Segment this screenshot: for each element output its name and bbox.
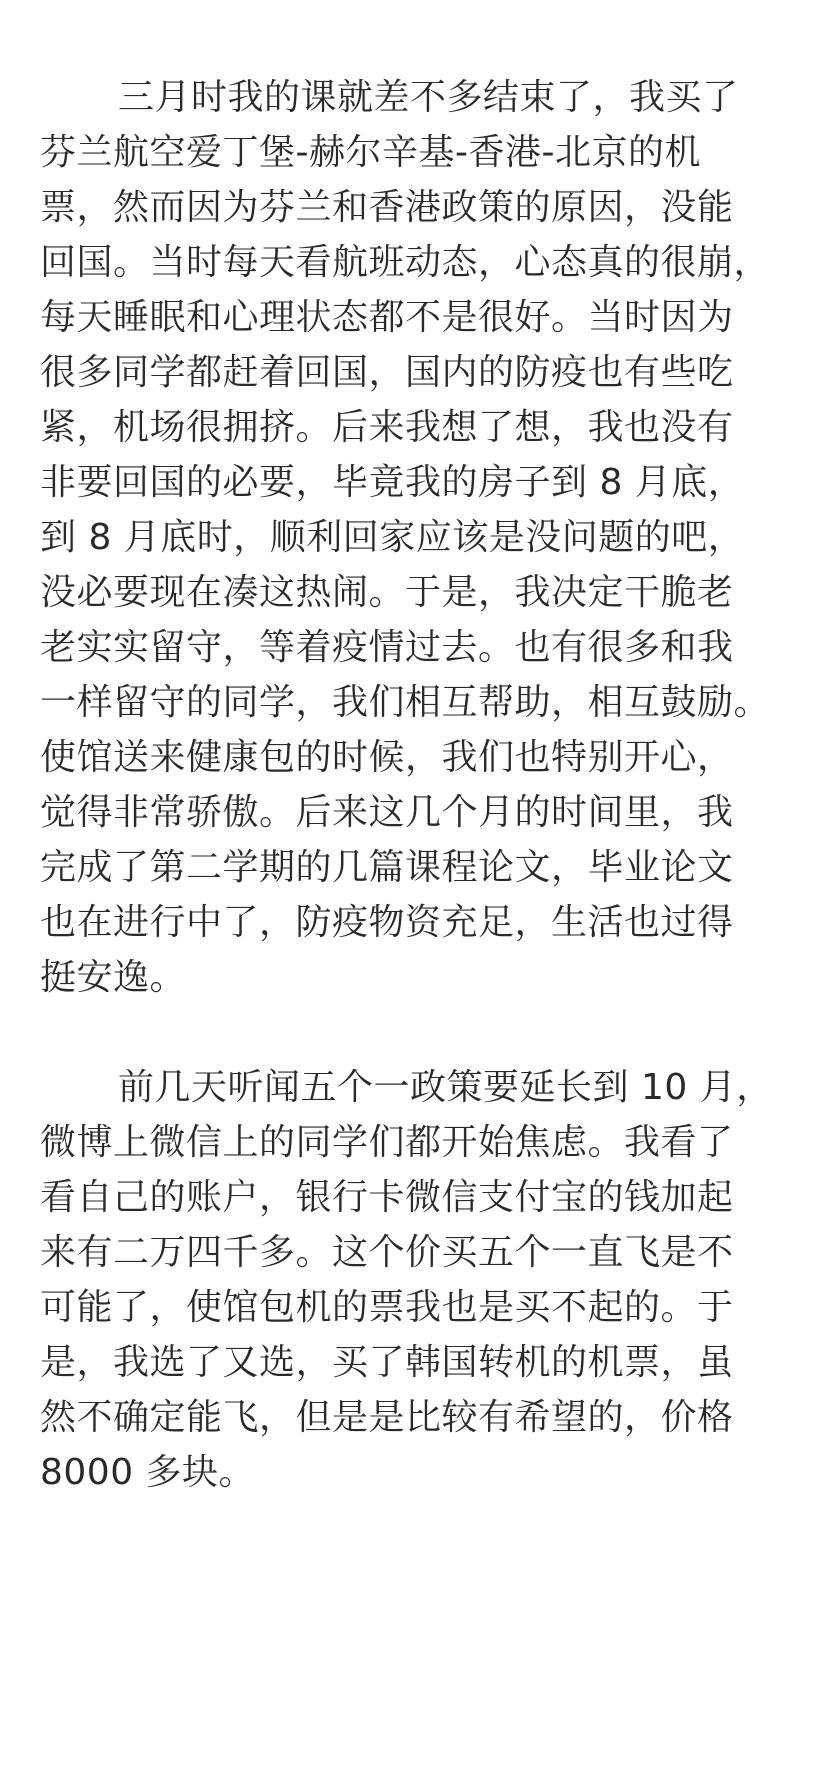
text-line: 然不确定能飞，但是是比较有希望的，价格 xyxy=(40,1397,734,1438)
paragraph-2 xyxy=(40,1060,828,1500)
text-line: 紧，机场很拥挤。后来我想了想，我也没有 xyxy=(40,407,734,448)
text-line: 使馆送来健康包的时候，我们也特别开心， xyxy=(40,737,734,778)
text-line: 挺安逸。 xyxy=(40,957,187,998)
text-line: 看自己的账户，银行卡微信支付宝的钱加起 xyxy=(40,1177,734,1218)
text-line: 来有二万四千多。这个价买五个一直飞是不 xyxy=(40,1232,734,1273)
text-line: 非要回国的必要，毕竟我的房子到 8 月底， xyxy=(40,462,745,503)
text-line: 很多同学都赶着回国，国内的防疫也有些吃 xyxy=(40,352,734,393)
text-line: 没必要现在凑这热闹。于是，我决定干脆老 xyxy=(40,572,734,613)
text-line: 8000 多块。 xyxy=(40,1452,256,1493)
text-line: 芬兰航空爱丁堡-赫尔辛基-香港-北京的机 xyxy=(40,132,701,173)
text-line: 觉得非常骄傲。后来这几个月的时间里，我 xyxy=(40,792,734,833)
text-line: 三月时我的课就差不多结束了，我买了 xyxy=(118,77,739,118)
text-line: 完成了第二学期的几篇课程论文，毕业论文 xyxy=(40,847,734,888)
text-line: 是，我选了又选，买了韩国转机的机票，虽 xyxy=(40,1342,734,1383)
text-line: 前几天听闻五个一政策要延长到 10 月， xyxy=(118,1067,773,1108)
text-line: 老实实留守，等着疫情过去。也有很多和我 xyxy=(40,627,734,668)
text-line: 也在进行中了，防疫物资充足，生活也过得 xyxy=(40,902,734,943)
text-line: 票，然而因为芬兰和香港政策的原因，没能 xyxy=(40,187,734,228)
text-line: 回国。当时每天看航班动态，心态真的很崩， xyxy=(40,242,771,283)
paragraph-1 xyxy=(40,70,828,1005)
text-line: 一样留守的同学，我们相互帮助，相互鼓励。 xyxy=(40,682,771,723)
text-line: 每天睡眠和心理状态都不是很好。当时因为 xyxy=(40,297,734,338)
text-line: 微博上微信上的同学们都开始焦虑。我看了 xyxy=(40,1122,734,1163)
text-line: 可能了，使馆包机的票我也是买不起的。于 xyxy=(40,1287,734,1328)
text-line: 到 8 月底时，顺利回家应该是没问题的吧， xyxy=(40,517,745,558)
